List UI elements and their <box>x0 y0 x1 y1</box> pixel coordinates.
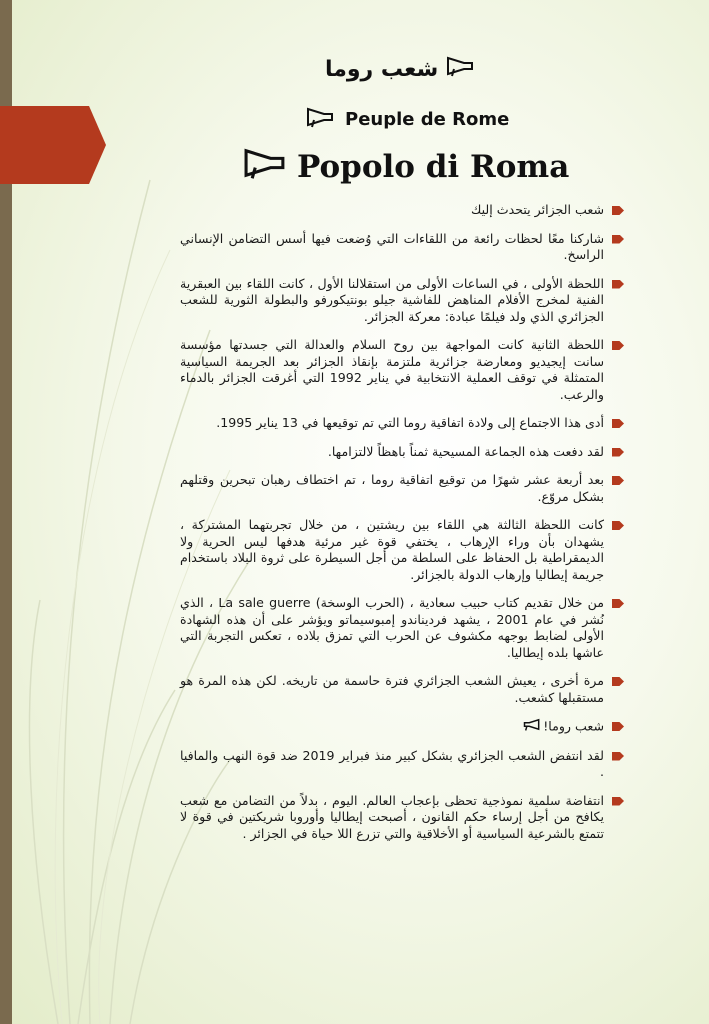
list-item: من خلال تقديم كتاب حبيب سعادية ، (الحرب الوسخة) La sale guerre ، الذي نُشر في عام 2001 ، يشهد فرديناندو إمبوسيماتو ويؤشر على أن هذه الشهادة الأولى لضابط بوجهه مكشوف عن الحرب التي تمزق بلاده ، تعكس التجربة التي عاشها بلده إيطاليا. <box>180 595 624 661</box>
arrow-bullet-icon <box>612 599 624 608</box>
title-french-text: Peuple de Rome <box>345 109 510 130</box>
title-arabic <box>325 55 476 83</box>
megaphone-icon <box>305 106 337 133</box>
arrow-bullet-icon <box>612 206 624 215</box>
megaphone-icon <box>243 146 289 188</box>
arrow-bullet-icon <box>612 521 624 530</box>
list-item: شعب روما! <box>180 718 624 736</box>
red-arrow-banner <box>0 106 106 184</box>
arrow-bullet-icon <box>612 341 624 350</box>
arrow-bullet-icon <box>612 752 624 761</box>
list-item: شاركنا معًا لحظات رائعة من اللقاءات التي وُضعت فيها أسس التضامن الإنساني الراسخ. <box>180 231 624 264</box>
list-item: بعد أربعة عشر شهرًا من توقيع اتفاقية روما ، تم اختطاف رهبان تبحرين وقتلهم بشكل مروّع. <box>180 472 624 505</box>
arrow-bullet-icon <box>612 419 624 428</box>
list-item: اللحظة الثانية كانت المواجهة بين روح السلام والعدالة التي جسدتها مؤسسة سانت إيجيديو ومعارضة جزائرية ملتزمة بإنقاذ الجزائر بعد الجريمة السياسية المتمثلة في توقف العملية الانتخابية في يناير 1992 التي أغرقت الجزائر بالدماء والرعب. <box>180 337 624 403</box>
arrow-bullet-icon <box>612 476 624 485</box>
list-item: انتفاضة سلمية نموذجية تحظى بإعجاب العالم. اليوم ، بدلاً من التضامن مع شعب يكافح من أجل إرساء حكم القانون ، أصبحت إيطاليا وأوروبا شريكتين في قوة لا تتمتع بالشرعية السياسية أو الأخلاقية والتي تزرع اللا حياة في الجزائر . <box>180 793 624 843</box>
arrow-bullet-icon <box>612 677 624 686</box>
title-italian-text: Popolo di Roma <box>297 149 570 185</box>
arrow-bullet-icon <box>612 722 624 731</box>
arrow-bullet-icon <box>612 797 624 806</box>
arrow-bullet-icon <box>612 448 624 457</box>
list-item: لقد انتفض الشعب الجزائري بشكل كبير منذ فبراير 2019 ضد قوة النهب والمافيا . <box>180 748 624 781</box>
list-item: اللحظة الأولى ، في الساعات الأولى من استقلالنا الأول ، كانت اللقاء بين العبقرية الفنية لمخرج الأفلام المناهض للفاشية جيلو بونتيكورفو والبطولة الثورية للشعب الجزائري الذي ولد فيلمًا عبادة: معركة الجزائر. <box>180 276 624 326</box>
list-item: لقد دفعت هذه الجماعة المسيحية ثمناً باهظاً لالتزامها. <box>180 444 624 461</box>
list-item: كانت اللحظة الثالثة هي اللقاء بين ريشتين ، من خلال تجربتهما المشتركة ، يشهدان بأن وراء الإرهاب ، يختفي قوة غير مرئية هدفها ليس الحرية ولا الديمقراطية بل الحفاظ على السلطة من أجل السيطرة على ثروة البلاد باستخدام جريمة إيطاليا وإرهاب الدولة بالجزائر. <box>180 517 624 583</box>
arrow-bullet-icon <box>612 280 624 289</box>
paragraph-list <box>180 202 624 854</box>
title-arabic-text: شعب روما <box>325 56 439 82</box>
list-item: أدى هذا الاجتماع إلى ولادة اتفاقية روما التي تم توقيعها في 13 يناير 1995. <box>180 415 624 432</box>
list-item: مرة أخرى ، يعيش الشعب الجزائري فترة حاسمة من تاريخه. لكن هذه المرة هو مستقبلها كشعب. <box>180 673 624 706</box>
list-item: شعب الجزائر يتحدث إليك <box>180 202 624 219</box>
megaphone-icon <box>522 718 540 736</box>
arrow-bullet-icon <box>612 235 624 244</box>
title-french <box>305 106 509 133</box>
title-italian <box>243 146 569 188</box>
megaphone-icon <box>446 55 476 83</box>
